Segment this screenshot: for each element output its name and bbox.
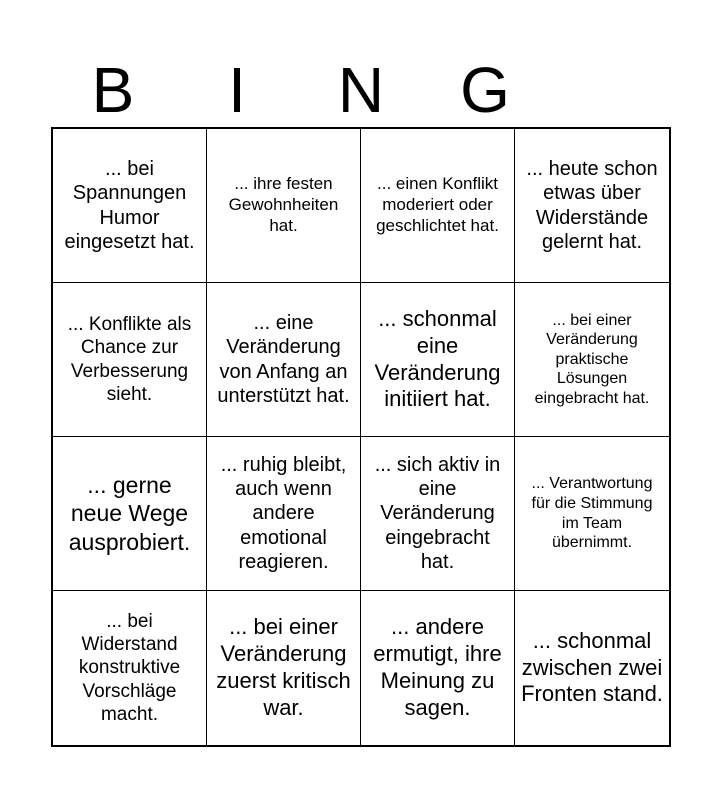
header-letter-g: G: [460, 54, 510, 126]
bingo-cell[interactable]: ... gerne neue Wege ausprobiert.: [53, 437, 207, 591]
header-letter-i: I: [228, 54, 246, 126]
header-letter-b: B: [91, 54, 135, 126]
header-letter-n: N: [337, 54, 385, 126]
bingo-cell[interactable]: ... andere ermutigt, ihre Meinung zu sagen.: [361, 591, 515, 745]
bingo-cell[interactable]: ... heute schon etwas über Widerstände gelernt hat.: [515, 129, 669, 283]
bingo-cell[interactable]: ... schonmal eine Veränderung initiiert hat.: [361, 283, 515, 437]
bingo-cell[interactable]: ... bei einer Veränderung praktische Lösungen eingebracht hat.: [515, 283, 669, 437]
bingo-cell[interactable]: ... sich aktiv in eine Veränderung eingebracht hat.: [361, 437, 515, 591]
bingo-cell[interactable]: ... schonmal zwischen zwei Fronten stand.: [521, 627, 663, 707]
bingo-card-grid: [51, 127, 671, 747]
bingo-cell[interactable]: ... eine Veränderung von Anfang an unterstützt hat.: [207, 283, 361, 437]
bingo-cell[interactable]: ... Verantwortung für die Stimmung im Team übernimmt.: [515, 437, 669, 591]
bingo-cell[interactable]: ... bei Spannungen Humor eingesetzt hat.: [53, 129, 207, 283]
bingo-header: [51, 52, 671, 128]
bingo-cell[interactable]: ... ruhig bleibt, auch wenn andere emotional reagieren.: [207, 437, 361, 591]
bingo-cell[interactable]: ... bei einer Veränderung zuerst kritisch war.: [207, 591, 361, 745]
bingo-cell[interactable]: ... ihre festen Gewohnheiten hat.: [207, 129, 361, 283]
bingo-cell[interactable]: ... einen Konflikt moderiert oder geschlichtet hat.: [361, 129, 515, 283]
bingo-cell[interactable]: ... bei Widerstand konstruktive Vorschläge macht.: [53, 591, 207, 745]
bingo-cell[interactable]: ... Konflikte als Chance zur Verbesserung sieht.: [53, 283, 207, 437]
